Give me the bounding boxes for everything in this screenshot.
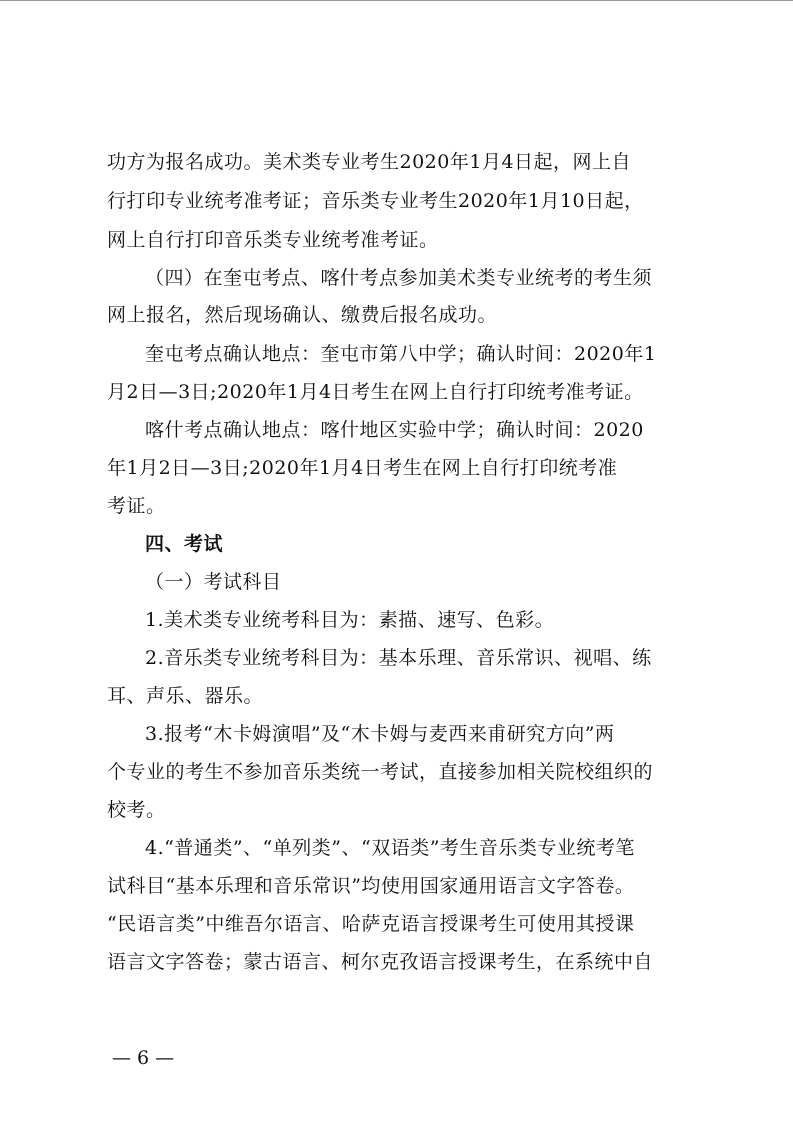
top-border: [0, 0, 793, 1]
text-line: 试科目“基本乐理和音乐常识”均使用国家通用语言文字答卷。: [107, 875, 635, 897]
text-line: 喀什考点确认地点：喀什地区实验中学；确认时间：2020: [145, 419, 644, 441]
text-line: 个专业的考生不参加音乐类统一考试，直接参加相关院校组织的: [107, 761, 654, 783]
text-line: 耳、声乐、器乐。: [107, 685, 264, 707]
text-line: 功方为报名成功。美术类专业考生2020年1月4日起，网上自: [107, 151, 632, 173]
text-line: 语言文字答卷；蒙古语言、柯尔克孜语言授课考生，在系统中自: [107, 951, 654, 973]
text-line: （四）在奎屯考点、喀什考点参加美术类专业统考的考生须: [145, 267, 653, 289]
text-line: 年1月2日—3日;2020年1月4日考生在网上自行打印统考准: [107, 457, 618, 479]
text-line: 奎屯考点确认地点：奎屯市第八中学；确认时间：2020年1: [145, 343, 657, 365]
text-line: “民语言类”中维吾尔语言、哈萨克语言授课考生可使用其授课: [107, 913, 635, 935]
page-number: — 6 —: [112, 1047, 175, 1069]
text-line: 行打印专业统考准考证；音乐类专业考生2020年1月10日起，: [107, 190, 644, 212]
text-line: 网上报名，然后现场确认、缴费后报名成功。: [107, 304, 498, 326]
text-line: 1.美术类专业统考科目为：素描、速写、色彩。: [145, 609, 555, 631]
text-line: 校考。: [107, 799, 166, 821]
text-line: 4.“普通类”、“单列类”、“双语类”考生音乐类专业统考笔: [145, 837, 635, 859]
section-heading: 四、考试: [145, 533, 224, 555]
text-line: 考证。: [107, 495, 166, 517]
subsection-heading: （一）考试科目: [145, 571, 282, 593]
text-line: 2.音乐类专业统考科目为：基本乐理、音乐常识、视唱、练: [145, 647, 652, 669]
text-line: 网上自行打印音乐类专业统考准考证。: [107, 229, 439, 251]
text-line: 3.报考“木卡姆演唱”及“木卡姆与麦西来甫研究方向”两: [145, 723, 615, 745]
text-line: 月2日—3日;2020年1月4日考生在网上自行打印统考准考证。: [107, 381, 644, 403]
